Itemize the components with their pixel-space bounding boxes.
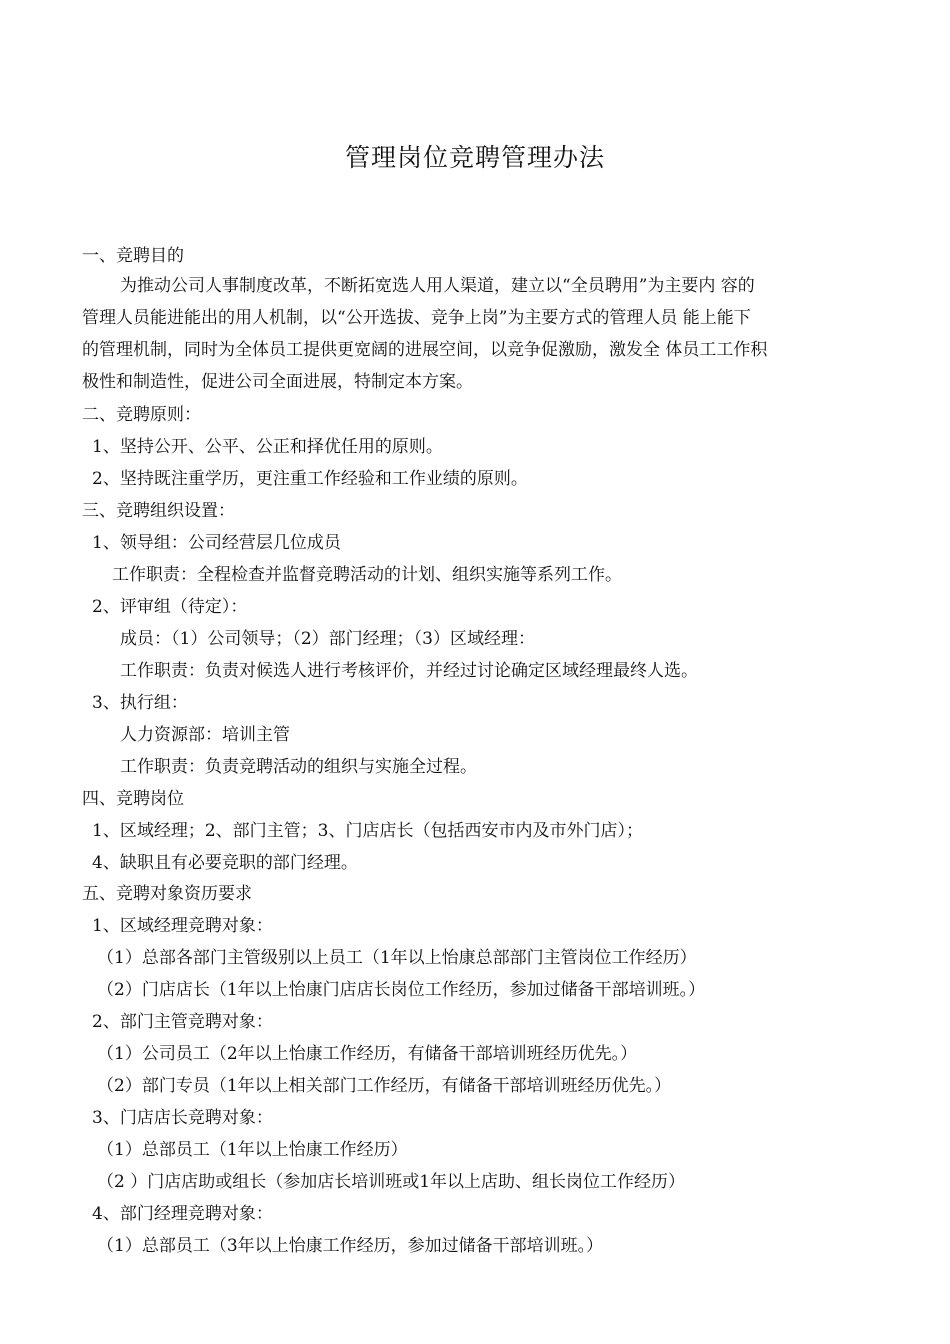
qualification-line: （2 ）门店店助或组长（参加店长培训班或1年以上店助、组长岗位工作经历）	[97, 1172, 686, 1192]
qualification-line: （1）总部员工（1年以上怡康工作经历）	[97, 1140, 408, 1160]
section-heading-purpose: 一、竞聘目的	[82, 246, 184, 266]
document-title: 管理岗位竞聘管理办法	[344, 143, 605, 172]
org-group-review-duty: 工作职责：负责对候选人进行考核评价，并经过讨论确定区域经理最终人选。	[120, 661, 698, 681]
qualification-line: 1、区域经理竞聘对象：	[92, 916, 273, 936]
principle-item: 2、坚持既注重学历，更注重工作经验和工作业绩的原则。	[92, 469, 528, 489]
paragraph-line: 管理人员能进能出的用人机制，以“公开选拔、竞争上岗”为主要方式的管理人员 能上能下	[82, 308, 751, 328]
principle-item: 1、坚持公开、公平、公正和择优任用的原则。	[92, 437, 443, 457]
paragraph-line: 的管理机制，同时为全体员工提供更宽阔的进展空间，以竞争促激励，激发全 体员工工作积	[82, 340, 768, 360]
section-heading-organization: 三、竞聘组织设置：	[82, 501, 235, 521]
position-item: 1、区域经理；2、部门主管；3、门店店长（包括西安市内及市外门店）；	[92, 821, 643, 841]
qualification-line: （1）公司员工（2年以上怡康工作经历，有储备干部培训班经历优先。）	[97, 1044, 638, 1064]
qualification-line: （2）门店店长（1年以上怡康门店店长岗位工作经历，参加过储备干部培训班。）	[97, 980, 706, 1000]
section-heading-positions: 四、竞聘岗位	[82, 789, 184, 809]
qualification-line: 4、部门经理竞聘对象：	[92, 1204, 273, 1224]
org-group-execution: 3、执行组：	[92, 693, 188, 713]
org-group-execution-members: 人力资源部：培训主管	[120, 725, 290, 745]
org-group-review-members: 成员：（1）公司领导；（2）部门经理；（3）区域经理：	[120, 629, 535, 649]
qualification-line: 3、门店店长竞聘对象：	[92, 1108, 273, 1128]
org-group-execution-duty: 工作职责：负责竞聘活动的组织与实施全过程。	[120, 757, 477, 777]
position-item: 4、缺职且有必要竞职的部门经理。	[92, 853, 358, 873]
org-group-leadership-duty: 工作职责：全程检查并监督竞聘活动的计划、组织实施等系列工作。	[112, 565, 622, 585]
qualification-line: （2）部门专员（1年以上相关部门工作经历，有储备干部培训班经历优先。）	[97, 1076, 672, 1096]
section-heading-principles: 二、竞聘原则：	[82, 405, 201, 425]
section-heading-qualifications: 五、竞聘对象资历要求	[82, 884, 252, 904]
org-group-review: 2、评审组（待定）：	[92, 597, 248, 617]
paragraph-line: 为推动公司人事制度改革，不断拓宽选人用人渠道，建立以“全员聘用”为主要内 容的	[120, 276, 755, 296]
qualification-line: （1）总部员工（3年以上怡康工作经历，参加过储备干部培训班。）	[97, 1236, 604, 1256]
paragraph-line: 极性和制造性，促进公司全面进展，特制定本方案。	[82, 372, 473, 392]
org-group-leadership: 1、领导组：公司经营层几位成员	[92, 533, 341, 553]
qualification-line: 2、部门主管竞聘对象：	[92, 1012, 273, 1032]
qualification-line: （1）总部各部门主管级别以上员工（1年以上怡康总部部门主管岗位工作经历）	[97, 948, 697, 968]
purpose-paragraph	[82, 270, 872, 398]
